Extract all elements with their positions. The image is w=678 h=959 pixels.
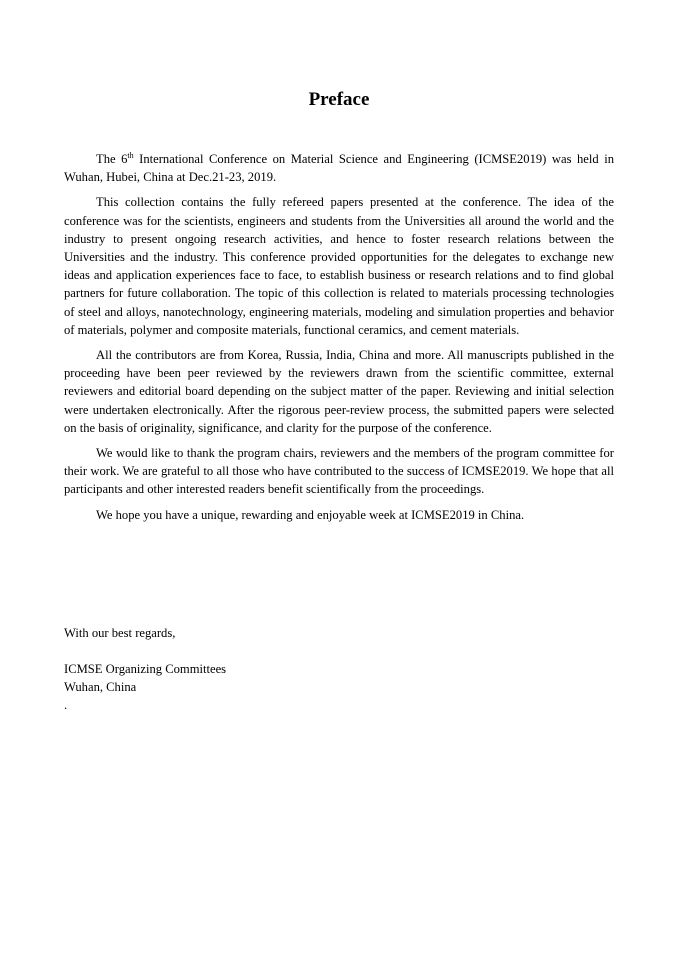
paragraph-contributors-review: All the contributors are from Korea, Russia, India, China and more. All manuscripts published in the proceeding have been peer reviewed by the reviewers drawn from the scientific committee, external reviewers and editorial board depending on the subject matter of the paper. Reviewing and initial selection were undertaken electronically. After the rigorous peer-review process, the submitted papers were selected on the basis of originality, significance, and clarity for the purpose of the conference. <box>64 348 614 435</box>
paragraph-acknowledgements: We would like to thank the program chairs, reviewers and the members of the program committee for their work. We are grateful to all those who have contributed to the success of ICMSE2019. We hope that all participants and other interested readers benefit scientifically from the proceedings. <box>64 446 614 497</box>
signature-trailing-period: . <box>64 698 68 713</box>
signature-organization: ICMSE Organizing Committees <box>64 662 227 676</box>
conference-ordinal-number: The 6 <box>96 152 128 166</box>
page-title: Preface <box>308 89 370 110</box>
paragraph-conference-intro <box>64 150 614 186</box>
preface-body <box>64 150 614 531</box>
signature-location: Wuhan, China <box>64 680 137 695</box>
paragraph-collection-description: This collection contains the fully refereed papers presented at the conference. The idea of the conference was for the scientists, engineers and students from the Universities all around the world and the industry to present ongoing research activities, and hence to foster research relations between the Universities and the industry. This conference provided opportunities for the delegates to exchange new ideas and application experiences face to face, to establish business or research relations and to find global partners for future collaboration. The topic of this collection is related to materials processing technologies of steel and alloys, nanotechnology, engineering materials, modeling and simulation properties and behavior of materials, polymer and composite materials, functional ceramics, and cement materials. <box>64 195 614 337</box>
ordinal-superscript: th <box>127 150 134 160</box>
closing-regards: With our best regards, <box>64 626 176 640</box>
paragraph-closing-wish: We hope you have a unique, rewarding and enjoyable week at ICMSE2019 in China. <box>96 507 525 522</box>
signature-block <box>64 660 614 715</box>
conference-intro-text: International Conference on Material Science and Engineering (ICMSE2019) was held in Wuhan, Hubei, China at Dec.21-23, 2019. <box>64 152 615 185</box>
